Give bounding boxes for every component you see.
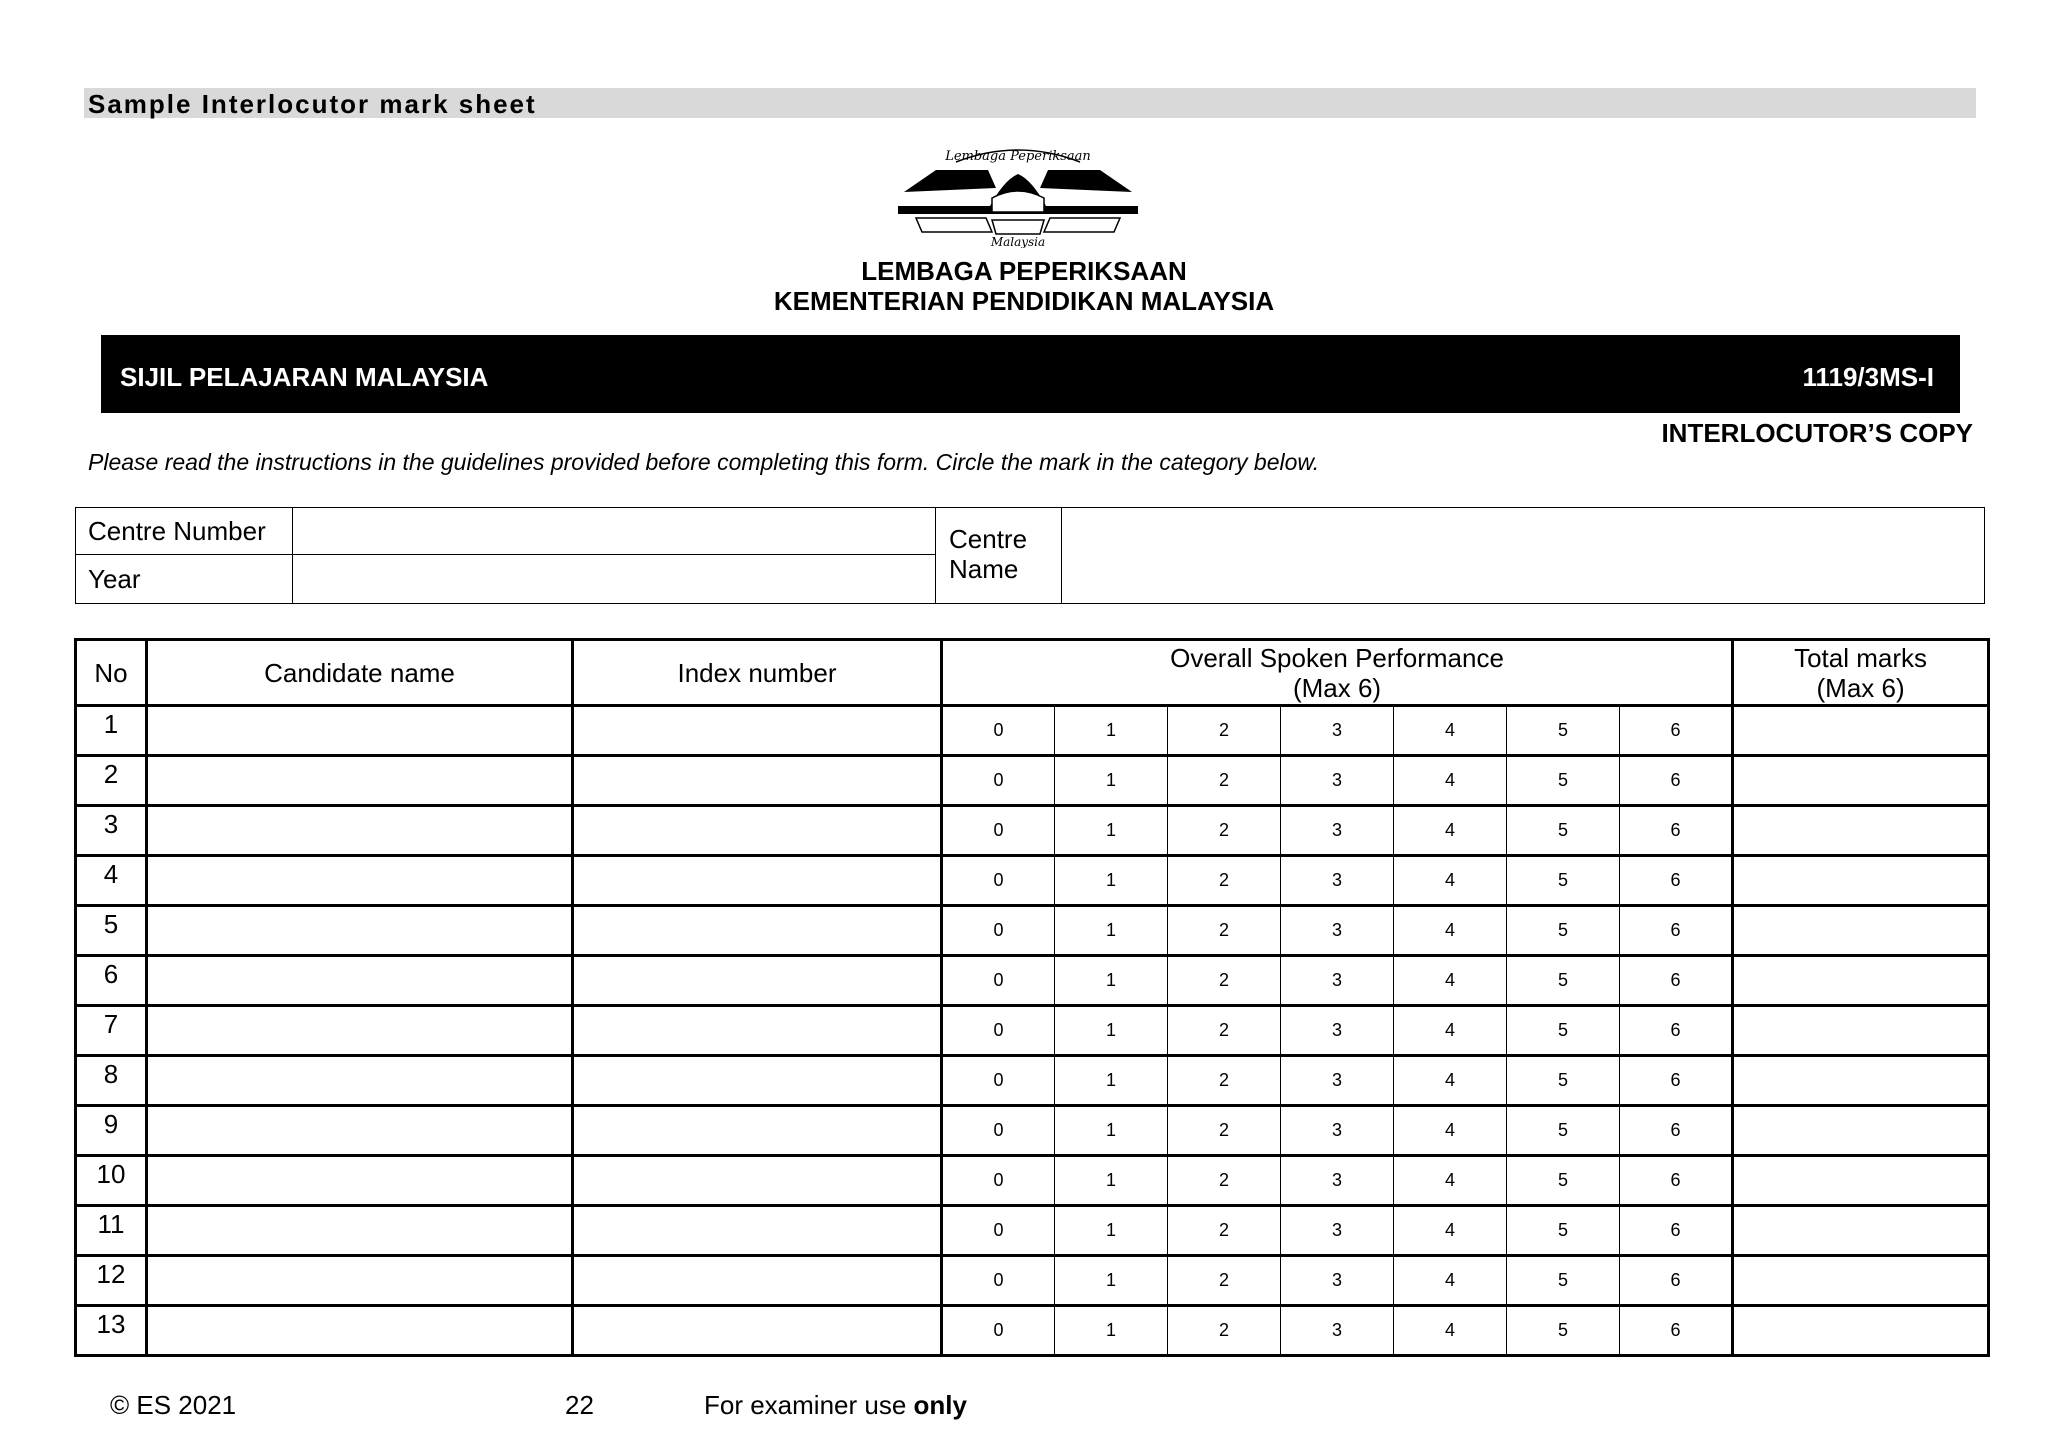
total-marks-field[interactable] <box>1733 806 1989 856</box>
mark-option[interactable]: 1 <box>1055 756 1168 806</box>
mark-option[interactable]: 2 <box>1168 1306 1281 1356</box>
mark-option[interactable]: 5 <box>1507 906 1620 956</box>
candidate-name-field[interactable] <box>147 906 573 956</box>
header-no: No <box>76 640 147 706</box>
centre-name-label: Centre <box>949 524 1028 554</box>
table-row <box>76 956 1989 1006</box>
row-number: 6 <box>76 956 147 1006</box>
row-number: 2 <box>76 756 147 806</box>
page-number: 22 <box>565 1390 594 1420</box>
table-row <box>76 1006 1989 1056</box>
mark-option[interactable]: 3 <box>1281 1106 1394 1156</box>
table-row <box>76 1206 1989 1256</box>
mark-option[interactable]: 6 <box>1620 1306 1733 1356</box>
candidate-name-field[interactable] <box>147 956 573 1006</box>
mark-option[interactable]: 3 <box>1281 1256 1394 1306</box>
candidate-name-field[interactable] <box>147 856 573 906</box>
info-divider <box>76 554 936 555</box>
row-number: 3 <box>76 806 147 856</box>
mark-option[interactable]: 2 <box>1168 706 1281 756</box>
index-number-field[interactable] <box>573 956 942 1006</box>
candidate-name-field[interactable] <box>147 1056 573 1106</box>
exam-name: SIJIL PELAJARAN MALAYSIA <box>120 362 489 392</box>
svg-text:Malaysia: Malaysia <box>990 235 1046 248</box>
total-marks-field[interactable] <box>1733 1206 1989 1256</box>
mark-option[interactable]: 6 <box>1620 706 1733 756</box>
index-number-field[interactable] <box>573 856 942 906</box>
mark-option[interactable]: 3 <box>1281 1056 1394 1106</box>
mark-option[interactable]: 5 <box>1507 856 1620 906</box>
mark-option[interactable]: 5 <box>1507 1056 1620 1106</box>
mark-option[interactable]: 6 <box>1620 1106 1733 1156</box>
mark-option[interactable]: 5 <box>1507 956 1620 1006</box>
examiner-note-text: For examiner use <box>704 1390 907 1420</box>
year-field[interactable] <box>294 556 934 602</box>
organization-name: LEMBAGA PEPERIKSAAN <box>861 256 1187 286</box>
mark-option[interactable]: 3 <box>1281 1206 1394 1256</box>
centre-name-label: Name <box>949 554 1019 584</box>
index-number-field[interactable] <box>573 1056 942 1106</box>
header-performance-max: (Max 6) <box>1292 672 1382 703</box>
mark-option[interactable]: 1 <box>1055 1206 1168 1256</box>
table-row <box>76 1306 1989 1356</box>
mark-option[interactable]: 4 <box>1394 1156 1507 1206</box>
header-performance-title: Overall Spoken Performance <box>1170 642 1504 673</box>
mark-option[interactable]: 2 <box>1168 956 1281 1006</box>
centre-name-field[interactable] <box>1063 508 1981 602</box>
mark-option[interactable]: 4 <box>1394 756 1507 806</box>
total-marks-field[interactable] <box>1733 1256 1989 1306</box>
table-row <box>76 1056 1989 1106</box>
index-number-field[interactable] <box>573 1106 942 1156</box>
mark-option[interactable]: 4 <box>1394 906 1507 956</box>
mark-option[interactable]: 1 <box>1055 956 1168 1006</box>
mark-option[interactable]: 5 <box>1507 1006 1620 1056</box>
table-row <box>76 856 1989 906</box>
mark-option[interactable]: 4 <box>1394 1206 1507 1256</box>
mark-option[interactable]: 1 <box>1055 906 1168 956</box>
mark-option[interactable]: 6 <box>1620 906 1733 956</box>
row-number: 4 <box>76 856 147 906</box>
table-row <box>76 906 1989 956</box>
mark-option[interactable]: 1 <box>1055 1006 1168 1056</box>
row-number: 9 <box>76 1106 147 1156</box>
header-index-number: Index number <box>573 640 942 706</box>
mark-option[interactable]: 2 <box>1168 806 1281 856</box>
year-label: Year <box>88 564 141 594</box>
paper-code: 1119/3MS-I <box>1802 362 1934 392</box>
candidate-name-field[interactable] <box>147 1306 573 1356</box>
mark-option[interactable]: 1 <box>1055 806 1168 856</box>
header-overall-performance <box>942 640 1733 706</box>
lembaga-peperiksaan-logo <box>896 140 1140 248</box>
index-number-field[interactable] <box>573 756 942 806</box>
table-row <box>76 806 1989 856</box>
index-number-field[interactable] <box>573 706 942 756</box>
mark-option[interactable]: 5 <box>1507 1156 1620 1206</box>
candidate-name-field[interactable] <box>147 756 573 806</box>
table-header-row <box>76 640 1989 706</box>
mark-option[interactable]: 2 <box>1168 1006 1281 1056</box>
row-number: 8 <box>76 1056 147 1106</box>
mark-option[interactable]: 0 <box>942 756 1055 806</box>
table-row <box>76 706 1989 756</box>
index-number-field[interactable] <box>573 1206 942 1256</box>
mark-option[interactable]: 5 <box>1507 1306 1620 1356</box>
info-divider <box>1061 508 1062 603</box>
mark-option[interactable]: 5 <box>1507 806 1620 856</box>
mark-option[interactable]: 1 <box>1055 706 1168 756</box>
total-marks-field[interactable] <box>1733 756 1989 806</box>
mark-option[interactable]: 6 <box>1620 1006 1733 1056</box>
info-divider <box>292 508 293 603</box>
header-total-max: (Max 6) <box>1816 672 1905 703</box>
examiner-note <box>704 1390 967 1421</box>
section-title: Sample Interlocutor mark sheet <box>88 89 537 119</box>
mark-option[interactable]: 6 <box>1620 1056 1733 1106</box>
mark-option[interactable]: 2 <box>1168 1256 1281 1306</box>
mark-option[interactable]: 5 <box>1507 1206 1620 1256</box>
mark-option[interactable]: 5 <box>1507 756 1620 806</box>
index-number-field[interactable] <box>573 1306 942 1356</box>
mark-option[interactable]: 6 <box>1620 1156 1733 1206</box>
total-marks-field[interactable] <box>1733 906 1989 956</box>
mark-option[interactable]: 4 <box>1394 1306 1507 1356</box>
mark-option[interactable]: 3 <box>1281 1006 1394 1056</box>
mark-option[interactable]: 3 <box>1281 756 1394 806</box>
mark-option[interactable]: 1 <box>1055 1256 1168 1306</box>
candidate-name-field[interactable] <box>147 1156 573 1206</box>
mark-option[interactable]: 4 <box>1394 1056 1507 1106</box>
mark-option[interactable]: 4 <box>1394 1006 1507 1056</box>
mark-option[interactable]: 6 <box>1620 1256 1733 1306</box>
mark-option[interactable]: 4 <box>1394 1256 1507 1306</box>
row-number: 1 <box>76 706 147 756</box>
mark-option[interactable]: 4 <box>1394 856 1507 906</box>
table-row <box>76 1256 1989 1306</box>
mark-option[interactable]: 0 <box>942 1056 1055 1106</box>
mark-option[interactable]: 6 <box>1620 806 1733 856</box>
mark-option[interactable]: 1 <box>1055 856 1168 906</box>
copyright: © ES 2021 <box>110 1390 237 1420</box>
mark-option[interactable]: 6 <box>1620 756 1733 806</box>
centre-info-table <box>75 507 1985 604</box>
table-row <box>76 1156 1989 1206</box>
mark-option[interactable]: 6 <box>1620 1206 1733 1256</box>
total-marks-field[interactable] <box>1733 706 1989 756</box>
copy-label: INTERLOCUTOR’S COPY <box>1661 418 1973 448</box>
mark-option[interactable]: 0 <box>942 1306 1055 1356</box>
mark-option[interactable]: 5 <box>1507 1106 1620 1156</box>
total-marks-field[interactable] <box>1733 956 1989 1006</box>
header-candidate-name: Candidate name <box>147 640 573 706</box>
index-number-field[interactable] <box>573 1156 942 1206</box>
mark-option[interactable]: 2 <box>1168 1106 1281 1156</box>
mark-option[interactable]: 4 <box>1394 706 1507 756</box>
header-total-marks <box>1733 640 1989 706</box>
mark-option[interactable]: 0 <box>942 1256 1055 1306</box>
mark-option[interactable]: 2 <box>1168 1156 1281 1206</box>
total-marks-field[interactable] <box>1733 1306 1989 1356</box>
header-total-title: Total marks <box>1794 642 1928 673</box>
mark-option[interactable]: 0 <box>942 1206 1055 1256</box>
mark-option[interactable]: 3 <box>1281 856 1394 906</box>
total-marks-field[interactable] <box>1733 1106 1989 1156</box>
index-number-field[interactable] <box>573 906 942 956</box>
mark-option[interactable]: 6 <box>1620 856 1733 906</box>
mark-option[interactable]: 1 <box>1055 1106 1168 1156</box>
mark-option[interactable]: 1 <box>1055 1306 1168 1356</box>
total-marks-field[interactable] <box>1733 1056 1989 1106</box>
row-number: 11 <box>76 1206 147 1256</box>
candidate-name-field[interactable] <box>147 1256 573 1306</box>
mark-option[interactable]: 0 <box>942 1006 1055 1056</box>
total-marks-field[interactable] <box>1733 1006 1989 1056</box>
row-number: 12 <box>76 1256 147 1306</box>
mark-option[interactable]: 0 <box>942 706 1055 756</box>
index-number-field[interactable] <box>573 1256 942 1306</box>
mark-option[interactable]: 3 <box>1281 706 1394 756</box>
mark-option[interactable]: 5 <box>1507 706 1620 756</box>
mark-option[interactable]: 0 <box>942 956 1055 1006</box>
mark-option[interactable]: 2 <box>1168 1206 1281 1256</box>
mark-option[interactable]: 4 <box>1394 1106 1507 1156</box>
mark-option[interactable]: 0 <box>942 856 1055 906</box>
mark-option[interactable]: 0 <box>942 1156 1055 1206</box>
examiner-note-emphasis: only <box>913 1390 967 1420</box>
index-number-field[interactable] <box>573 806 942 856</box>
mark-option[interactable]: 0 <box>942 1106 1055 1156</box>
mark-option[interactable]: 2 <box>1168 906 1281 956</box>
instructions: Please read the instructions in the guidelines provided before completing this form. Circle the mark in the category below. <box>88 449 1320 475</box>
mark-option[interactable]: 3 <box>1281 1156 1394 1206</box>
mark-option[interactable]: 1 <box>1055 1056 1168 1106</box>
row-number: 5 <box>76 906 147 956</box>
mark-option[interactable]: 3 <box>1281 1306 1394 1356</box>
candidate-name-field[interactable] <box>147 1206 573 1256</box>
row-number: 13 <box>76 1306 147 1356</box>
mark-option[interactable]: 4 <box>1394 956 1507 1006</box>
row-number: 10 <box>76 1156 147 1206</box>
candidate-name-field[interactable] <box>147 1006 573 1056</box>
mark-option[interactable]: 2 <box>1168 1056 1281 1106</box>
table-row <box>76 756 1989 806</box>
mark-option[interactable]: 0 <box>942 906 1055 956</box>
total-marks-field[interactable] <box>1733 1156 1989 1206</box>
marks-table-body <box>76 706 1989 1356</box>
mark-option[interactable]: 6 <box>1620 956 1733 1006</box>
candidate-name-field[interactable] <box>147 1106 573 1156</box>
candidate-name-field[interactable] <box>147 706 573 756</box>
mark-option[interactable]: 2 <box>1168 856 1281 906</box>
info-divider <box>935 508 936 603</box>
mark-option[interactable]: 3 <box>1281 956 1394 1006</box>
svg-text:Lembaga Peperiksaan: Lembaga Peperiksaan <box>945 149 1091 164</box>
mark-option[interactable]: 4 <box>1394 806 1507 856</box>
centre-number-label: Centre Number <box>88 516 266 546</box>
candidate-name-field[interactable] <box>147 806 573 856</box>
mark-option[interactable]: 5 <box>1507 1256 1620 1306</box>
row-number: 7 <box>76 1006 147 1056</box>
centre-number-field[interactable] <box>294 508 934 553</box>
mark-option[interactable]: 1 <box>1055 1156 1168 1206</box>
index-number-field[interactable] <box>573 1006 942 1056</box>
mark-option[interactable]: 2 <box>1168 756 1281 806</box>
total-marks-field[interactable] <box>1733 856 1989 906</box>
mark-option[interactable]: 3 <box>1281 906 1394 956</box>
mark-option[interactable]: 0 <box>942 806 1055 856</box>
mark-option[interactable]: 3 <box>1281 806 1394 856</box>
table-row <box>76 1106 1989 1156</box>
ministry-name: KEMENTERIAN PENDIDIKAN MALAYSIA <box>773 286 1275 316</box>
marks-table <box>74 638 1990 1357</box>
